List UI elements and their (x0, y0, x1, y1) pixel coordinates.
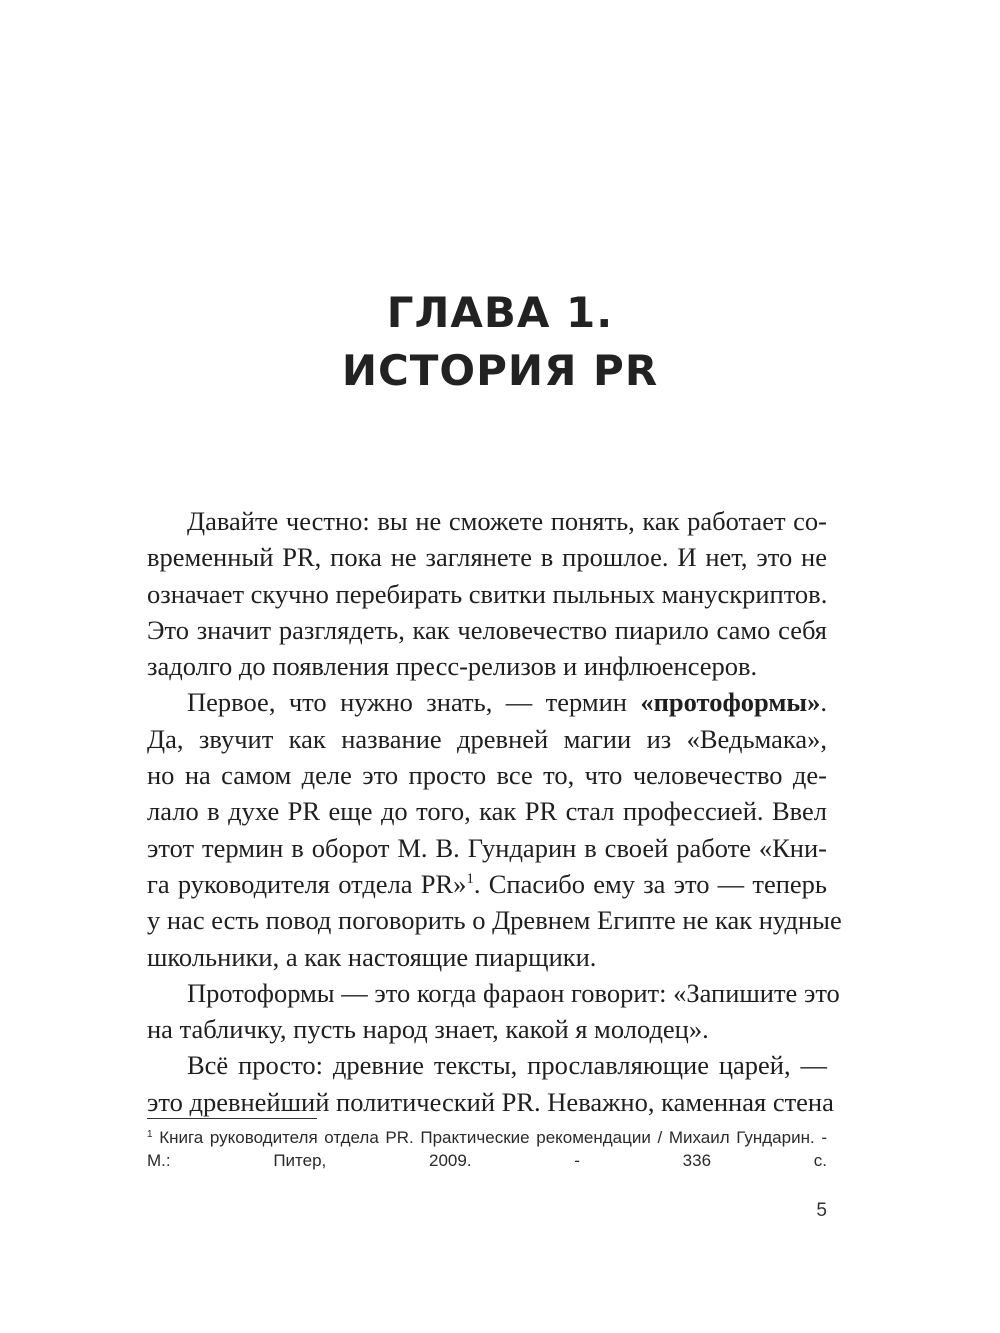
footnote-text: Книга руководителя отдела PR. Практические рекомендации / Михаил Гундарин. - (159, 1128, 827, 1147)
paragraph-2 (147, 684, 842, 974)
text-fragment: . (820, 687, 827, 718)
text-line: означает скучно перебирать свитки пыльных манускриптов. (147, 578, 828, 609)
chapter-title-line-2: ИСТОРИЯ PR (341, 346, 659, 395)
body-text (147, 503, 842, 1120)
footnote-line (147, 1126, 827, 1149)
chapter-title-line-1: ГЛАВА 1. (386, 288, 614, 337)
text-line: Протоформы — это когда фараон говорит: «Запишите это (187, 977, 840, 1008)
text-line: школьники, а как настоящие пиарщики. (147, 941, 597, 972)
chapter-title (0, 284, 1000, 400)
footnote-line: М.: Питер, 2009. - 336 с. (147, 1151, 827, 1170)
text-fragment: . Спасибо ему за это — теперь (473, 868, 827, 899)
text-line: задолго до появления пресс-релизов и инфлюенсеров. (147, 651, 758, 682)
footnote-number: 1 (147, 1129, 153, 1140)
footnote (147, 1126, 827, 1172)
text-line: на табличку, пусть народ знает, какой я молодец». (147, 1014, 709, 1045)
footnote-divider (147, 1118, 317, 1119)
text-line: Да, звучит как название древней магии из «Ведьмака», (147, 723, 827, 754)
paragraph-3 (147, 975, 840, 1048)
page-number: 5 (816, 1200, 827, 1221)
text-line: этот термин в оборот М. В. Гундарин в своей работе «Кни- (147, 832, 827, 863)
paragraph-4 (147, 1047, 834, 1120)
text-fragment: Первое, что нужно знать, — термин (187, 687, 641, 718)
text-line: это древнейший политический PR. Неважно, каменная стена (147, 1086, 834, 1117)
paragraph-1 (147, 503, 827, 684)
text-line (147, 684, 827, 720)
text-line: но на самом деле это просто все то, что человечество де- (147, 760, 827, 791)
text-fragment: га руководителя отдела PR» (147, 868, 467, 899)
term-protoforms: «протоформы» (640, 687, 821, 718)
text-line: Всё просто: древние тексты, прославляющие царей, — (187, 1050, 827, 1081)
text-line: Это значит разглядеть, как человечество пиарило само себя (147, 614, 827, 645)
footnote-reference[interactable]: 1 (466, 870, 474, 887)
text-line: Давайте честно: вы не сможете понять, как работает со- (187, 506, 827, 536)
text-line: лало в духе PR еще до того, как PR стал профессией. Ввел (147, 796, 827, 827)
text-line: у нас есть повод поговорить о Древнем Египте не как нудные (147, 905, 842, 936)
text-line: временный PR, пока не заглянете в прошлое. И нет, это не (147, 542, 827, 573)
text-line (147, 866, 827, 902)
